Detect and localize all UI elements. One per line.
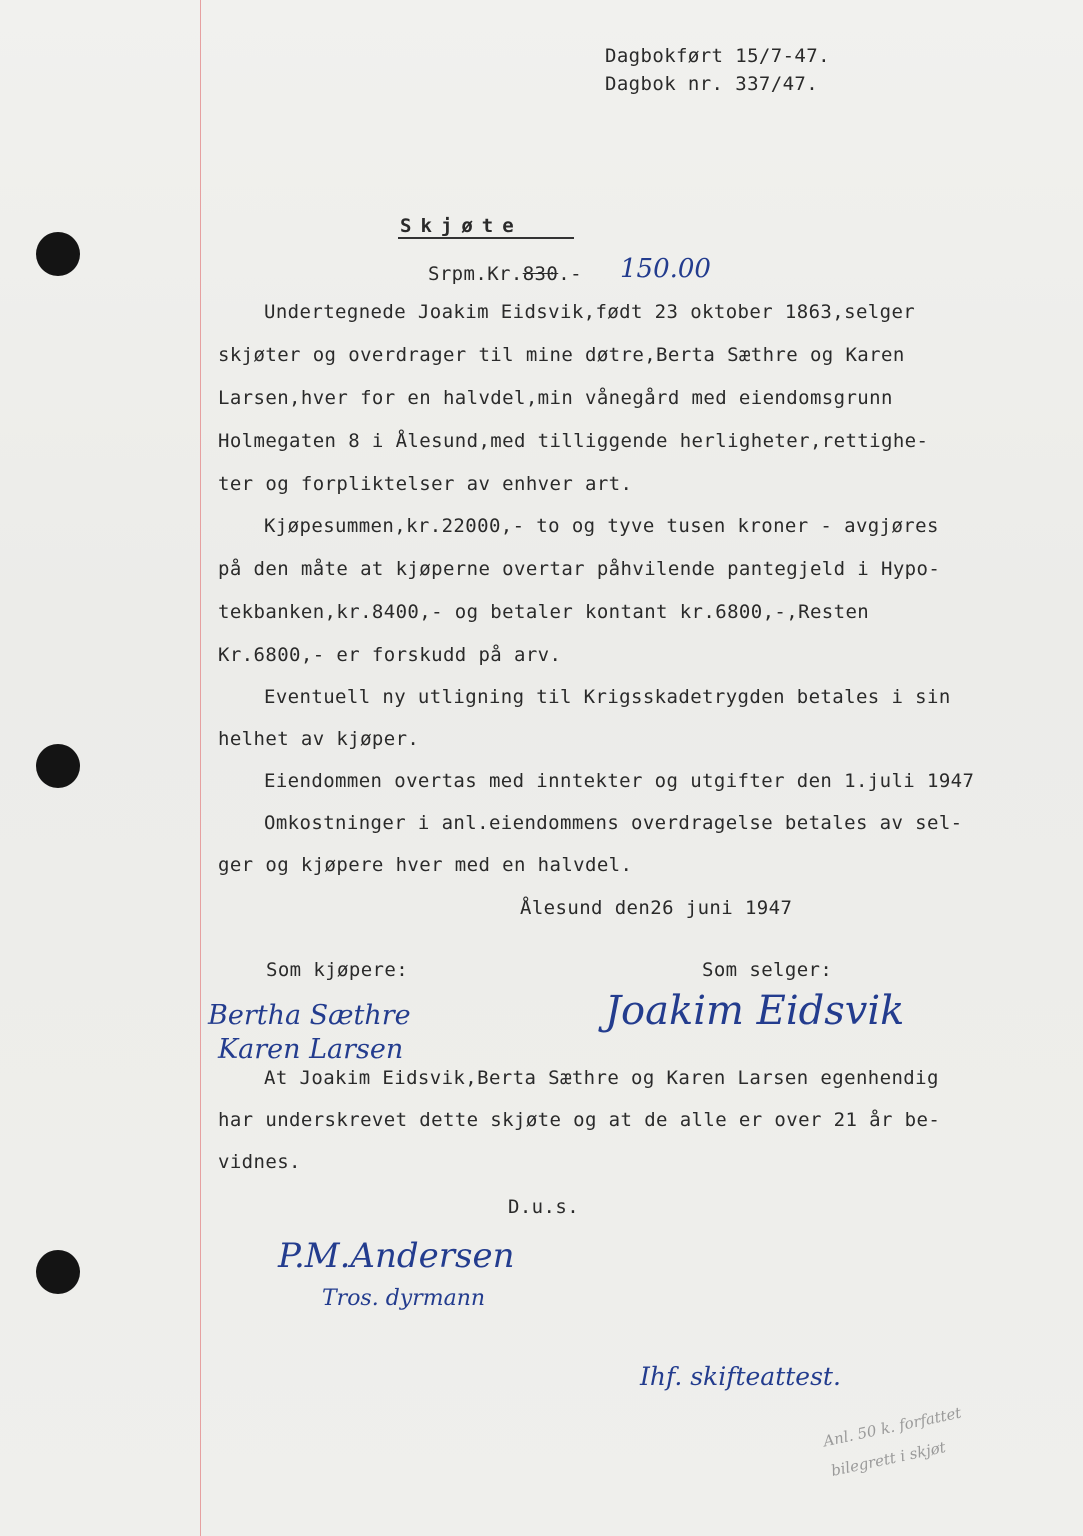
body-line: ger og kjøpere hver med en halvdel. [218, 854, 633, 876]
fee-line [428, 262, 582, 286]
body-line: Undertegnede Joakim Eidsvik,født 23 oktober 1863,selger [264, 301, 916, 323]
witness-title: Tros. dyrmann [322, 1286, 486, 1311]
pencil-note-line: Anl. 50 k. forfattet [821, 1403, 963, 1451]
dagbokfort-line: Dagbokført 15/7-47. [605, 45, 830, 67]
body-line: Larsen,hver for en halvdel,min vånegård med eiendomsgrunn [218, 387, 893, 409]
pencil-note-line: bilegrett i skjøt [829, 1438, 948, 1480]
body-line: Kjøpesummen,kr.22000,- to og tyve tusen kroner - avgjøres [264, 515, 939, 537]
buyer-signature-karen: Karen Larsen [218, 1034, 404, 1065]
margin-rule [200, 0, 201, 1536]
closing-dus: D.u.s. [508, 1196, 580, 1218]
body-line: ter og forpliktelser av enhver art. [218, 473, 633, 495]
seller-signature: Joakim Eidsvik [605, 988, 905, 1034]
body-line: på den måte at kjøperne overtar påhvilende pantegjeld i Hypo- [218, 558, 941, 580]
body-line: Kr.6800,- er forskudd på arv. [218, 644, 562, 666]
body-line: Omkostninger i anl.eiendommens overdragelse betales av sel- [264, 812, 963, 834]
attestation-line: At Joakim Eidsvik,Berta Sæthre og Karen Larsen egenhendig [264, 1067, 939, 1089]
buyers-label: Som kjøpere: [266, 959, 409, 981]
buyer-signature-berta: Bertha Sæthre [208, 1000, 411, 1031]
fee-struck-amount: 830 [522, 263, 559, 285]
body-line: Eiendommen overtas med inntekter og utgifter den 1.juli 1947 [264, 770, 975, 792]
witness-signature: P.M.Andersen [278, 1236, 515, 1276]
punch-hole-middle [36, 744, 80, 788]
body-line: helhet av kjøper. [218, 728, 420, 750]
fee-prefix: Srpm.Kr. [428, 263, 523, 285]
handwritten-note: Ihf. skifteattest. [640, 1362, 841, 1391]
attestation-line: vidnes. [218, 1151, 301, 1173]
fee-handwritten-amount: 150.00 [620, 254, 711, 284]
body-line: Holmegaten 8 i Ålesund,med tilliggende herligheter,rettighe- [218, 430, 929, 452]
body-line: Eventuell ny utligning til Krigsskadetrygden betales i sin [264, 686, 951, 708]
body-line: skjøter og overdrager til mine døtre,Berta Sæthre og Karen [218, 344, 905, 366]
punch-hole-bottom [36, 1250, 80, 1294]
seller-label: Som selger: [702, 959, 833, 981]
place-date: Ålesund den26 juni 1947 [520, 897, 793, 919]
dagbok-number: Dagbok nr. 337/47. [605, 73, 819, 95]
document-title: Skjøte [400, 215, 523, 237]
fee-suffix: .- [558, 263, 582, 285]
punch-hole-top [36, 232, 80, 276]
attestation-line: har underskrevet dette skjøte og at de alle er over 21 år be- [218, 1109, 941, 1131]
title-underline [398, 237, 574, 239]
body-line: tekbanken,kr.8400,- og betaler kontant kr.6800,-,Resten [218, 601, 870, 623]
